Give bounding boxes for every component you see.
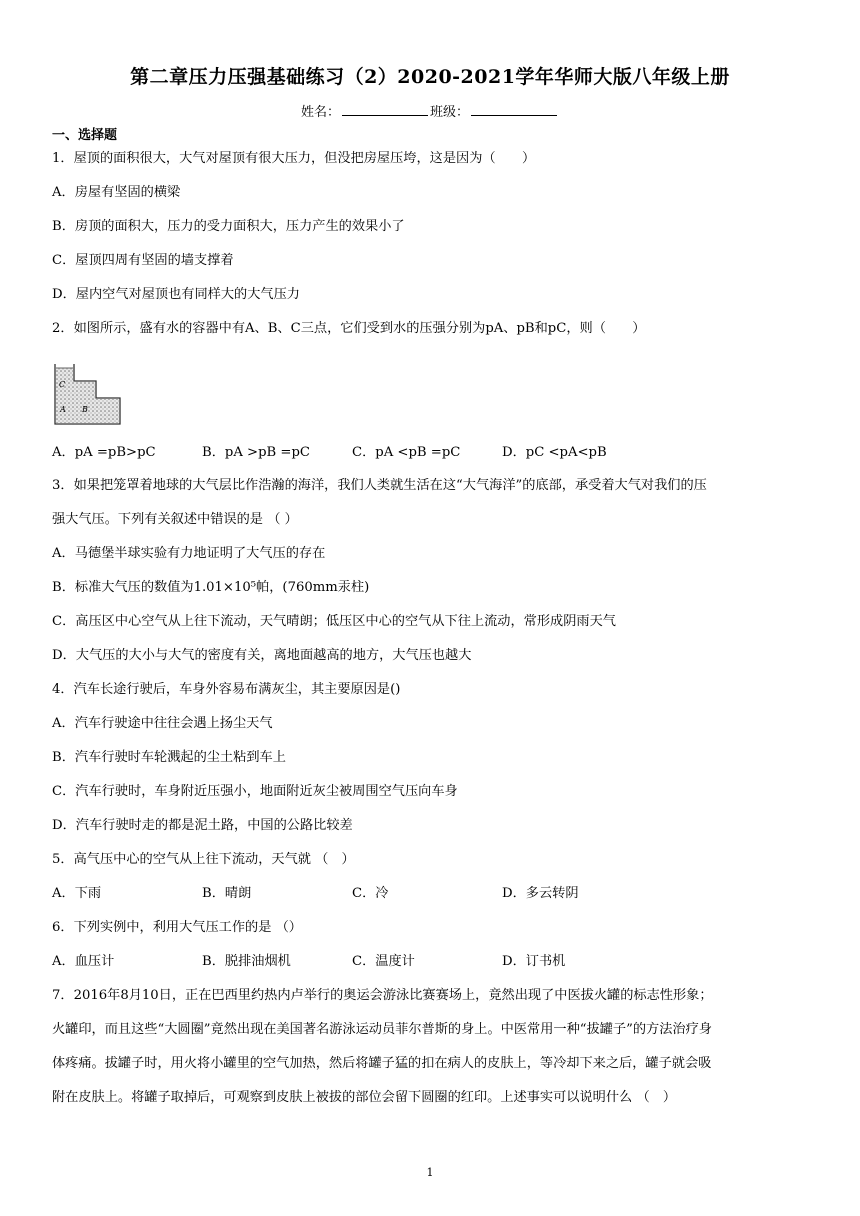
q5-option-b: B．晴朗 <box>202 886 252 901</box>
name-blank[interactable] <box>342 103 428 116</box>
q2-option-b: B．pA >pB =pC <box>202 445 310 460</box>
name-class-row <box>0 101 860 120</box>
q6-option-a: A．血压计 <box>52 954 115 969</box>
q5-stem: 5．高气压中心的空气从上往下流动，天气就 （ ） <box>52 852 355 867</box>
q6-option-c: C．温度计 <box>352 954 415 969</box>
q1-stem: 1．屋顶的面积很大，大气对屋顶有很大压力，但没把房屋压垮，这是因为（ ） <box>52 151 536 166</box>
q5-option-c: C．冷 <box>352 886 389 901</box>
container-figure <box>52 354 124 426</box>
page-number: 1 <box>426 1166 434 1179</box>
q2-option-d: D．pC <pA<pB <box>502 445 607 460</box>
q5-option-d: D．多云转阴 <box>502 886 579 901</box>
class-label: 班级： <box>430 105 470 120</box>
q4-option-c: C．汽车行驶时，车身附近压强小，地面附近灰尘被周围空气压向车身 <box>52 784 458 799</box>
q6-option-b: B．脱排油烟机 <box>202 954 291 969</box>
page-title: 第二章压力压强基础练习（2）2020-2021学年华师大版八年级上册 <box>130 66 730 88</box>
q4-option-a: A．汽车行驶途中往往会遇上扬尘天气 <box>52 716 273 731</box>
q7-line2: 火罐印，而且这些“大圆圈”竟然出现在美国著名游泳运动员菲尔普斯的身上。中医常用一种“拔罐子”的方法治疗身 <box>52 1022 712 1037</box>
figure-label-b: B <box>82 405 88 414</box>
q1-option-d: D．屋内空气对屋顶也有同样大的大气压力 <box>52 287 300 302</box>
q3-option-b: B．标准大气压的数值为1.01×10⁵帕，(760mm汞柱) <box>52 580 370 595</box>
q2-stem: 2．如图所示，盛有水的容器中有A、B、C三点，它们受到水的压强分别为pA、pB和pC，则（ ） <box>52 321 646 336</box>
q7-line1: 7．2016年8月10日，正在巴西里约热内卢举行的奥运会游泳比赛赛场上，竟然出现了中医拔火罐的标志性形象； <box>52 988 713 1003</box>
q4-option-d: D．汽车行驶时走的都是泥土路，中国的公路比较差 <box>52 818 353 833</box>
class-blank[interactable] <box>471 103 557 116</box>
section-heading: 一、选择题 <box>52 128 118 143</box>
q3-option-d: D．大气压的大小与大气的密度有关，离地面越高的地方，大气压也越大 <box>52 648 472 663</box>
q4-stem: 4．汽车长途行驶后，车身外容易布满灰尘，其主要原因是() <box>52 682 401 697</box>
q1-option-b: B．房顶的面积大，压力的受力面积大，压力产生的效果小了 <box>52 219 405 234</box>
q2-option-a: A．pA =pB>pC <box>52 445 156 460</box>
q6-option-d: D．订书机 <box>502 954 566 969</box>
q7-line4: 附在皮肤上。将罐子取掉后，可观察到皮肤上被拔的部位会留下圆圈的红印。上述事实可以说明什么 （ ） <box>52 1090 677 1105</box>
q4-option-b: B．汽车行驶时车轮溅起的尘土粘到车上 <box>52 750 286 765</box>
q2-option-c: C．pA <pB =pC <box>352 445 461 460</box>
figure-label-c: C <box>59 380 66 389</box>
name-label: 姓名： <box>300 105 340 120</box>
q3-option-a: A．马德堡半球实验有力地证明了大气压的存在 <box>52 546 326 561</box>
q3-option-c: C．高压区中心空气从上往下流动，天气晴朗；低压区中心的空气从下往上流动，常形成阴雨天气 <box>52 614 616 629</box>
q1-option-c: C．屋顶四周有坚固的墙支撑着 <box>52 253 234 268</box>
q5-option-a: A．下雨 <box>52 886 102 901</box>
figure-label-a: A <box>60 405 66 414</box>
q1-option-a: A．房屋有坚固的横梁 <box>52 185 181 200</box>
q3-stem-line1: 3．如果把笼罩着地球的大气层比作浩瀚的海洋，我们人类就生活在这“大气海洋”的底部，承受着大气对我们的压 <box>52 478 707 493</box>
q3-stem-line2: 强大气压。下列有关叙述中错误的是 （ ） <box>52 512 298 527</box>
q7-line3: 体疼痛。拔罐子时，用火将小罐里的空气加热，然后将罐子猛的扣在病人的皮肤上，等冷却下来之后，罐子就会吸 <box>52 1056 712 1071</box>
q6-stem: 6．下列实例中，利用大气压工作的是 （） <box>52 920 302 935</box>
